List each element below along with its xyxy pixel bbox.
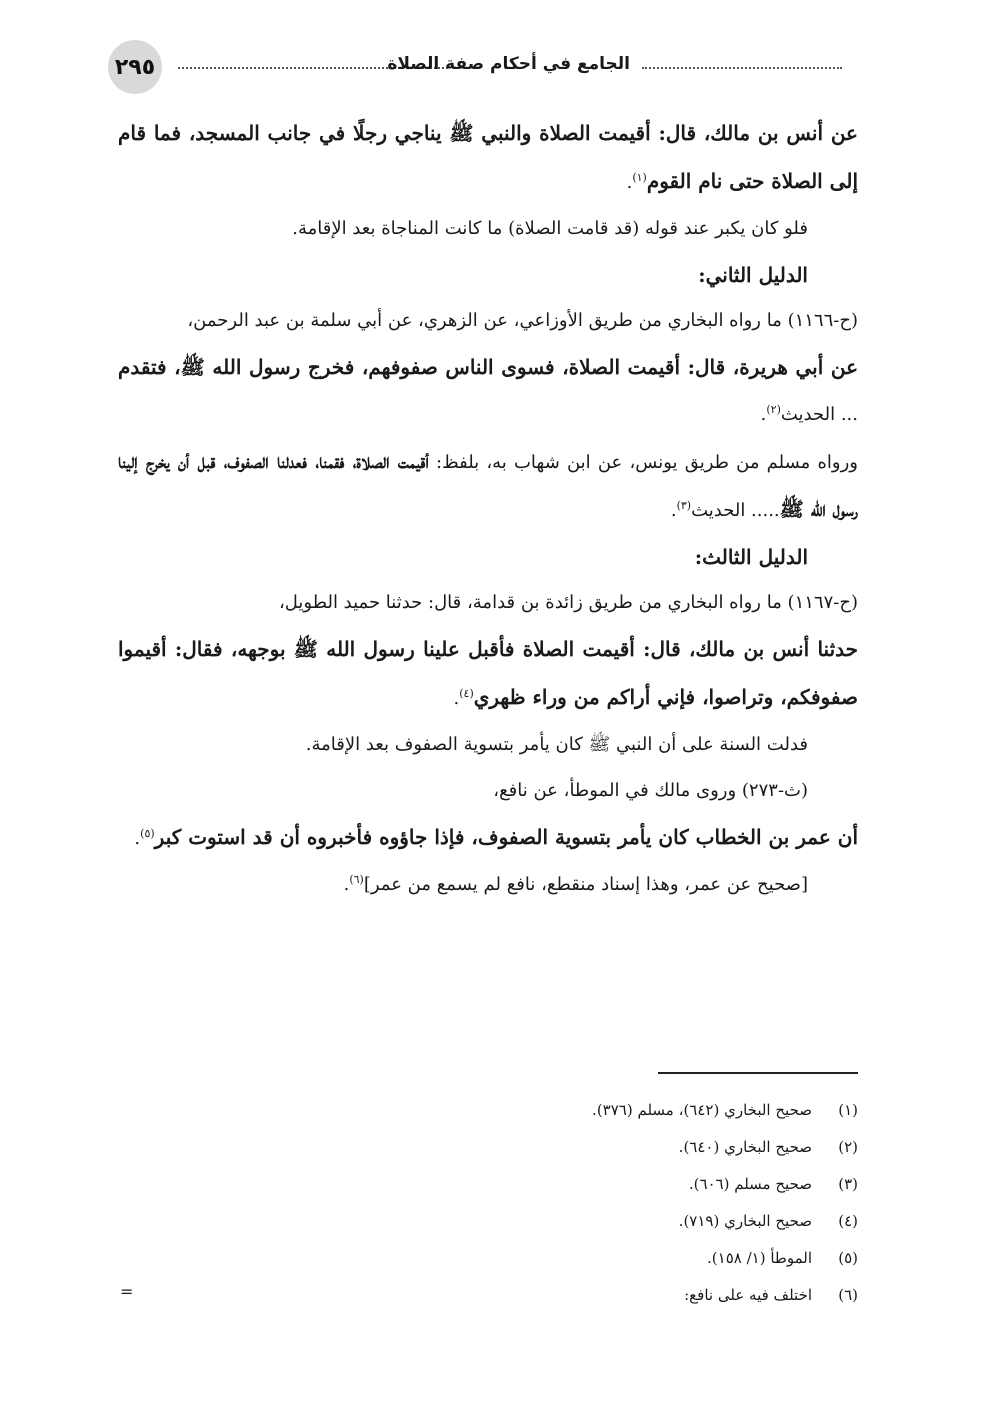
footnote-number: (٥) (838, 1249, 858, 1267)
athar-umar (118, 814, 858, 862)
footnote-number: (٣) (838, 1175, 858, 1193)
footnote-ref-3[interactable]: (٣) (676, 499, 692, 512)
conclusion-paragraph: فدلت السنة على أن النبي ﷺ كان يأمر بتسوية الصفوف بعد الإقامة. (305, 734, 808, 755)
punctuation: . (343, 874, 350, 895)
footnote-ref-5[interactable]: (٥) (140, 827, 155, 840)
hadith-tail: ... الحديث (780, 404, 858, 425)
footnote-5 (118, 1240, 858, 1277)
hadith-text: أقيمت الصلاة، فقمنا، فعدلنا الصفوف، قبل أن يخرج إلينا رسول الله ﷺ (118, 449, 858, 521)
grading-text: [صحيح عن عمر، وهذا إسناد منقطع، نافع لم يسمع من عمر] (363, 874, 808, 895)
isnad-paragraph-1166: (ح-١١٦٦) ما رواه البخاري من طريق الأوزاعي، عن الزهري، عن أبي سلمة بن عبد الرحمن، (187, 310, 858, 331)
header-rule-right (642, 67, 842, 69)
footnote-4 (118, 1203, 858, 1240)
footnote-text: صحيح البخاري (٦٤٠). (678, 1138, 812, 1156)
footnote-text: الموطأ (١/ ١٥٨). (707, 1249, 812, 1267)
punctuation: . (670, 500, 677, 521)
footnote-1 (118, 1092, 858, 1129)
narration-intro: ورواه مسلم من طريق يونس، عن ابن شهاب به، بلفظ: (428, 452, 858, 473)
footnote-ref-6[interactable]: (٦) (349, 873, 364, 886)
muslim-narration (118, 438, 858, 534)
footnote-number: (١) (838, 1101, 858, 1119)
footnote-text: صحيح مسلم (٦٠٦). (688, 1175, 812, 1193)
book-title: الجامع في أحكام صفة الصلاة (387, 54, 630, 74)
punctuation: . (134, 828, 141, 849)
footnote-ref-4[interactable]: (٤) (459, 687, 474, 700)
footnote-3 (118, 1166, 858, 1203)
footnote-number: (٦) (838, 1286, 858, 1304)
athar-paragraph-273: (ث-٢٧٣) وروى مالك في الموطأ، عن نافع، (493, 780, 808, 801)
punctuation: . (453, 688, 460, 709)
isnad-paragraph-1167: (ح-١١٦٧) ما رواه البخاري من طريق زائدة بن قدامة، قال: حدثنا حميد الطويل، (278, 592, 858, 613)
hadith-anas-1 (118, 110, 858, 206)
footnotes (118, 1092, 858, 1314)
footnote-ref-1[interactable]: (١) (632, 171, 647, 184)
grading-note (118, 862, 858, 908)
page-number-badge: ٢٩٥ (108, 40, 162, 94)
hadith-text: عن أبي هريرة، قال: أقيمت الصلاة، فسوى الناس صفوفهم، فخرج رسول الله ﷺ، فتقدم (118, 355, 858, 379)
hadith-anas-2 (118, 626, 858, 722)
hadith-tail: ..... الحديث (691, 500, 780, 521)
hadith-abu-hurairah (118, 344, 858, 438)
footnote-number: (٢) (838, 1138, 858, 1156)
main-text (118, 110, 858, 908)
section-heading-third-evidence: الدليل الثالث: (694, 545, 808, 569)
footnote-2 (118, 1129, 858, 1166)
footnote-text: اختلف فيه على نافع: (684, 1286, 812, 1304)
section-heading-second-evidence: الدليل الثاني: (698, 263, 808, 287)
footnote-ref-2[interactable]: (٢) (766, 403, 781, 416)
hadith-text: حدثنا أنس بن مالك، قال: أقيمت الصلاة فأقبل علينا رسول الله ﷺ بوجهه، فقال: أقيموا صفوفكم، وتراصوا، فإني أراكم من وراء ظهري (118, 637, 858, 709)
footnote-number: (٤) (838, 1212, 858, 1230)
athar-text: أن عمر بن الخطاب كان يأمر بتسوية الصفوف، فإذا جاؤوه فأخبروه أن قد استوت كبر (154, 825, 858, 849)
commentary-paragraph: فلو كان يكبر عند قوله (قد قامت الصلاة) ما كانت المناجاة بعد الإقامة. (292, 218, 808, 239)
hadith-text: عن أنس بن مالك، قال: أقيمت الصلاة والنبي ﷺ يناجي رجلًا في جانب المسجد، فما قام إلى الصلاة حتى نام القوم (118, 121, 858, 193)
footnote-text: صحيح البخاري (٦٤٢)، مسلم (٣٧٦). (592, 1101, 812, 1119)
footnote-6 (118, 1277, 858, 1314)
continuation-mark: = (120, 1282, 134, 1301)
footnote-separator (658, 1072, 858, 1074)
punctuation: . (626, 172, 633, 193)
page-header (108, 40, 842, 96)
footnote-text: صحيح البخاري (٧١٩). (678, 1212, 812, 1230)
punctuation: . (760, 404, 767, 425)
